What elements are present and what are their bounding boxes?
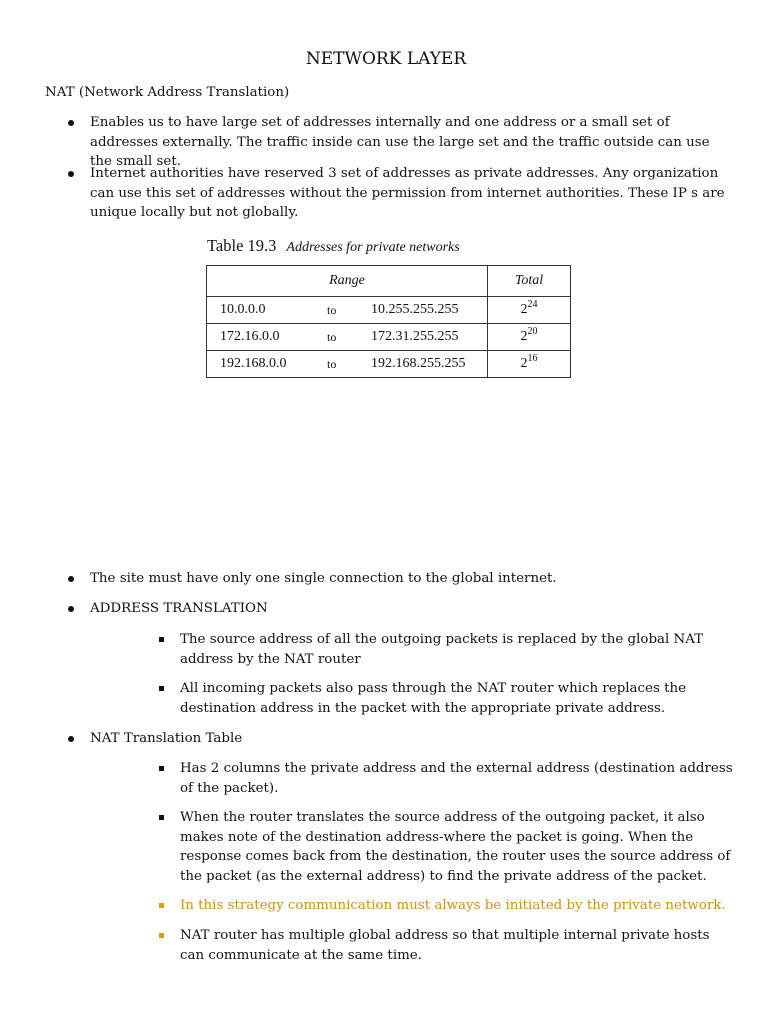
total-base: 2 bbox=[520, 301, 528, 317]
square-bullet-marker bbox=[159, 686, 164, 691]
column-header-range: Range bbox=[207, 266, 488, 297]
list-item-heading: NAT Translation Table bbox=[90, 731, 243, 746]
total-cell bbox=[488, 351, 571, 378]
table-caption-text: Addresses for private networks bbox=[286, 240, 460, 255]
square-bullet-marker bbox=[159, 766, 164, 771]
square-bullet-marker-highlight bbox=[159, 933, 164, 938]
section-heading: NAT (Network Address Translation) bbox=[45, 85, 290, 100]
table-caption-label: Table 19.3 bbox=[207, 236, 277, 255]
range-end: 10.255.255.255 bbox=[371, 302, 459, 317]
table-caption bbox=[207, 236, 460, 258]
table-row bbox=[207, 297, 571, 324]
column-header-total: Total bbox=[488, 266, 571, 297]
range-end: 172.31.255.255 bbox=[371, 329, 459, 344]
table-row bbox=[207, 351, 571, 378]
sub-list-item: Has 2 columns the private address and the external address (destination address of the packet). bbox=[180, 761, 733, 796]
range-cell bbox=[207, 297, 488, 324]
total-cell bbox=[488, 324, 571, 351]
private-address-table bbox=[206, 265, 571, 378]
range-to: to bbox=[327, 330, 337, 344]
square-bullet-marker bbox=[159, 637, 164, 642]
list-item: Internet authorities have reserved 3 set of addresses as private addresses. Any organization can use this set of addresses without the permission from internet authorities. These IP s are unique locally but not globally. bbox=[90, 166, 725, 220]
bullet-marker bbox=[68, 736, 74, 742]
table-row bbox=[207, 324, 571, 351]
table-header-row bbox=[207, 266, 571, 297]
sub-list-item: When the router translates the source address of the outgoing packet, it also makes note of the destination address-where the packet is going. When the response comes back from the destination, the router uses the source address of the packet (as the external address) to find the private address of the packet. bbox=[180, 810, 731, 884]
bullet-marker bbox=[68, 171, 74, 177]
sub-list-item: All incoming packets also pass through the NAT router which replaces the destination address in the packet with the appropriate private address. bbox=[180, 681, 687, 716]
list-item: Enables us to have large set of addresses internally and one address or a small set of addresses externally. The traffic inside can use the large set and the traffic outside can use the small set. bbox=[90, 115, 710, 169]
total-exponent: 24 bbox=[527, 298, 538, 310]
bullet-marker bbox=[68, 576, 74, 582]
total-cell bbox=[488, 297, 571, 324]
range-start: 10.0.0.0 bbox=[220, 302, 266, 317]
list-item: The site must have only one single connection to the global internet. bbox=[90, 571, 557, 586]
total-base: 2 bbox=[520, 328, 528, 344]
range-start: 172.16.0.0 bbox=[220, 329, 280, 344]
range-to: to bbox=[327, 303, 337, 317]
sub-list-item: NAT router has multiple global address so that multiple internal private hosts can communicate at the same time. bbox=[180, 928, 710, 963]
bullet-marker bbox=[68, 120, 74, 126]
range-cell bbox=[207, 324, 488, 351]
total-exponent: 16 bbox=[527, 352, 538, 364]
list-item-heading: ADDRESS TRANSLATION bbox=[90, 601, 268, 616]
sub-list-item-highlight: In this strategy communication must always be initiated by the private network. bbox=[180, 898, 726, 913]
square-bullet-marker bbox=[159, 815, 164, 820]
range-to: to bbox=[327, 357, 337, 371]
page-title: NETWORK LAYER bbox=[305, 49, 467, 69]
range-end: 192.168.255.255 bbox=[371, 356, 466, 371]
range-start: 192.168.0.0 bbox=[220, 356, 287, 371]
range-cell bbox=[207, 351, 488, 378]
total-base: 2 bbox=[520, 355, 528, 371]
square-bullet-marker-highlight bbox=[159, 903, 164, 908]
sub-list-item: The source address of all the outgoing packets is replaced by the global NAT address by the NAT router bbox=[180, 632, 704, 667]
bullet-marker bbox=[68, 606, 74, 612]
total-exponent: 20 bbox=[527, 325, 538, 337]
